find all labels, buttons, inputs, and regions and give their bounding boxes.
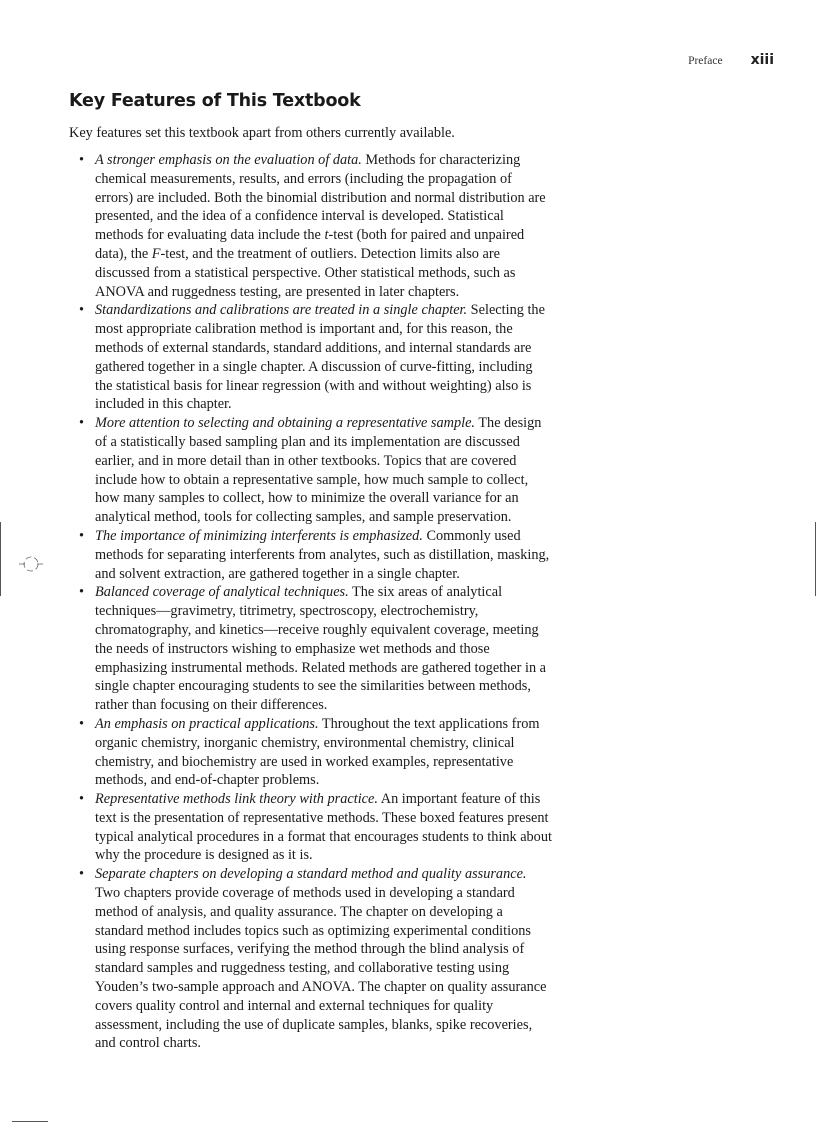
crop-mark-bottom (12, 1121, 48, 1122)
bullet-icon: • (79, 152, 85, 168)
feature-body: Commonly used methods for separating interferents from analytes, such as distillation, masking, and solvent extraction, are gathered together in a single chapter. (95, 527, 550, 582)
feature-lead: The importance of minimizing interferents is emphasized. (95, 527, 423, 544)
feature-lead: Representative methods link theory with practice. (95, 791, 378, 808)
feature-list (79, 151, 553, 1053)
bullet-icon: • (79, 715, 85, 732)
bullet-icon: • (79, 866, 85, 883)
feature-lead: More attention to selecting and obtaining a representative sample. (95, 415, 475, 432)
feature-body: -test, and the treatment of outliers. Detection limits also are discussed from a statistical perspective. Other statistical methods, such as ANOVA and ruggedness testing, are presented in later chapters. (95, 245, 516, 300)
feature-lead: Separate chapters on developing a standard method and quality assurance. (95, 866, 527, 883)
running-head-section: Preface (688, 55, 723, 67)
feature-item (79, 301, 553, 414)
feature-item (79, 790, 553, 865)
feature-item (79, 865, 553, 1053)
running-head (688, 52, 774, 68)
section-heading: Key Features of This Textbook (69, 91, 361, 111)
t-symbol: t (324, 227, 329, 244)
bullet-icon: • (79, 584, 85, 601)
intro-paragraph: Key features set this textbook apart from others currently available. (69, 125, 455, 141)
feature-lead: A stronger emphasis on the evaluation of data. (95, 152, 362, 168)
feature-body: The six areas of analytical techniques—gravimetry, titrimetry, spectroscopy, electrochemistry, chromatography, and kinetics—receive roughly equivalent coverage, meeting the needs of instructors wishing to emphasize wet methods and those emphasizing instrumental methods. Related methods are gathered together in a single chapter encouraging students to see the similarities between methods, rather than focusing on their differences. (95, 584, 547, 714)
feature-body: -test (both for paired and unpaired data), the (95, 227, 525, 262)
bullet-icon: • (79, 415, 85, 432)
feature-lead: Standardizations and calibrations are treated in a single chapter. (95, 302, 468, 319)
bullet-icon: • (79, 302, 85, 319)
feature-item (79, 414, 553, 527)
feature-body: An important feature of this text is the presentation of representative methods. These boxed features present typical analytical procedures in a format that encourages students to think about why the procedure is designed as it is. (95, 791, 552, 864)
feature-item (79, 151, 553, 301)
feature-body: Selecting the most appropriate calibration method is important and, for this reason, the methods of external standards, standard additions, and internal standards are gathered together in a single chapter. A discussion of curve-fitting, including the statistical basis for linear regression (with and without weighting) also is included in this chapter. (95, 302, 545, 413)
feature-item (79, 583, 553, 715)
feature-lead: An emphasis on practical applications. (95, 715, 319, 732)
bullet-icon: • (79, 791, 85, 808)
feature-item (79, 527, 553, 583)
page-number: xiii (750, 52, 774, 68)
crop-mark-left (0, 522, 1, 596)
feature-body: Throughout the text applications from organic chemistry, inorganic chemistry, environmental chemistry, clinical chemistry, and biochemistry are used in worked examples, representative methods, and end-of-chapter problems. (95, 715, 540, 789)
feature-body: Methods for characterizing chemical measurements, results, and errors (including the propagation of errors) are included. Both the binomial distribution and normal distribution are presented, and the idea of a confidence interval is developed. Statistical methods for evaluating data include the (95, 152, 546, 244)
registration-mark-icon (19, 552, 43, 576)
bullet-icon: • (79, 527, 85, 544)
feature-item (79, 715, 553, 790)
feature-body: The design of a statistically based sampling plan and its implementation are discussed earlier, and in more detail than in other textbooks. Topics that are covered include how to obtain a representative sample, how much sample to collect, how many samples to collect, how to minimize the overall variance for an analytical method, tools for collecting samples, and sample preservation. (95, 415, 542, 526)
f-symbol: F (151, 245, 161, 262)
feature-body: Two chapters provide coverage of methods used in developing a standard method of analysis, and quality assurance. The chapter on developing a standard method includes topics such as optimizing experimental conditions using response surfaces, verifying the method through the blind analysis of standard samples and ruggedness testing, and collaborative testing using Youden’s two-sample approach and ANOVA. The chapter on quality assurance covers quality control and internal and external techniques for quality assessment, including the use of duplicate samples, blanks, spike recoveries, and control charts. (95, 885, 547, 1052)
feature-lead: Balanced coverage of analytical techniques. (95, 584, 349, 601)
